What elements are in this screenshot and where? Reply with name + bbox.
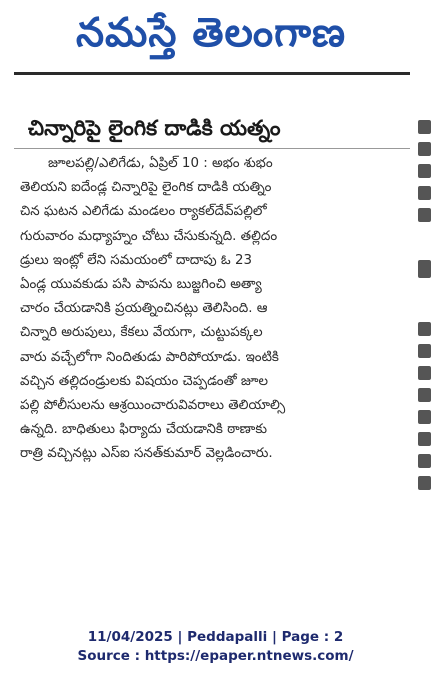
- article-line: ఉన్నది. బాధితులు ఫిర్యాదు చేయడానికి ఠాణాకు: [20, 422, 267, 438]
- article-line: వచ్చిన తల్లిదండ్రులకు విషయం చెప్పడంతో జూల: [20, 373, 268, 389]
- source-link[interactable]: Source : https://epaper.ntnews.com/: [77, 648, 354, 664]
- masthead-title: నమస్తే తెలంగాణ: [75, 10, 347, 56]
- article-body: [20, 152, 402, 466]
- article-line: జూలపల్లి/ఎలిగేడు, ఏప్రిల్ 10 : అభం శుభం: [48, 156, 273, 171]
- article-line: చారం చేయడానికి ప్రయత్నించినట్లు తెలిసింది. ఆ: [20, 301, 268, 317]
- article-headline: చిన్నారిపై లైంగిక దాడికి యత్నం: [28, 116, 281, 140]
- article-line: చిన్నారి అరుపులు, కేకలు వేయగా, చుట్టుపక్కల: [20, 325, 263, 341]
- article-line: వారు వచ్చేలోగా నిందితుడు పారిపోయాడు. ఇంటికి: [20, 349, 279, 365]
- article-line: ఏండ్ల యువకుడు పసి పాపను బుజ్జగించి అత్యా: [20, 276, 262, 292]
- article-line: డ్రులు ఇంట్లో లేని సమయంలో దాదాపు ఓ 23: [20, 252, 253, 268]
- page-footer: [0, 628, 431, 666]
- article-line: తెలియని ఐదేండ్ల చిన్నారిపై లైంగిక దాడికి యత్నిం: [20, 180, 272, 196]
- article-line: గురువారం మధ్యాహ్నం చోటు చేసుకున్నది. తల్లిదం: [20, 228, 278, 244]
- headline-divider: [14, 148, 410, 149]
- article-line: రాత్రి వచ్చినట్లు ఎస్ఐ సనత్‌కుమార్ వెల్లడించారు.: [20, 446, 273, 462]
- masthead-divider: [14, 72, 410, 75]
- edition-info: 11/04/2025 | Peddapalli | Page : 2: [87, 629, 344, 645]
- newspaper-masthead: [10, 6, 412, 70]
- adjacent-column-clipped: [414, 100, 431, 520]
- article-line: చిన ఘటన ఎలిగేడు మండలం ర్యాకల్‌దేవ్‌పల్లిలో: [20, 204, 267, 220]
- article-line: పల్లి పోలీసులను ఆశ్రయించారువివరాలు తెలియాల్సి: [20, 397, 286, 413]
